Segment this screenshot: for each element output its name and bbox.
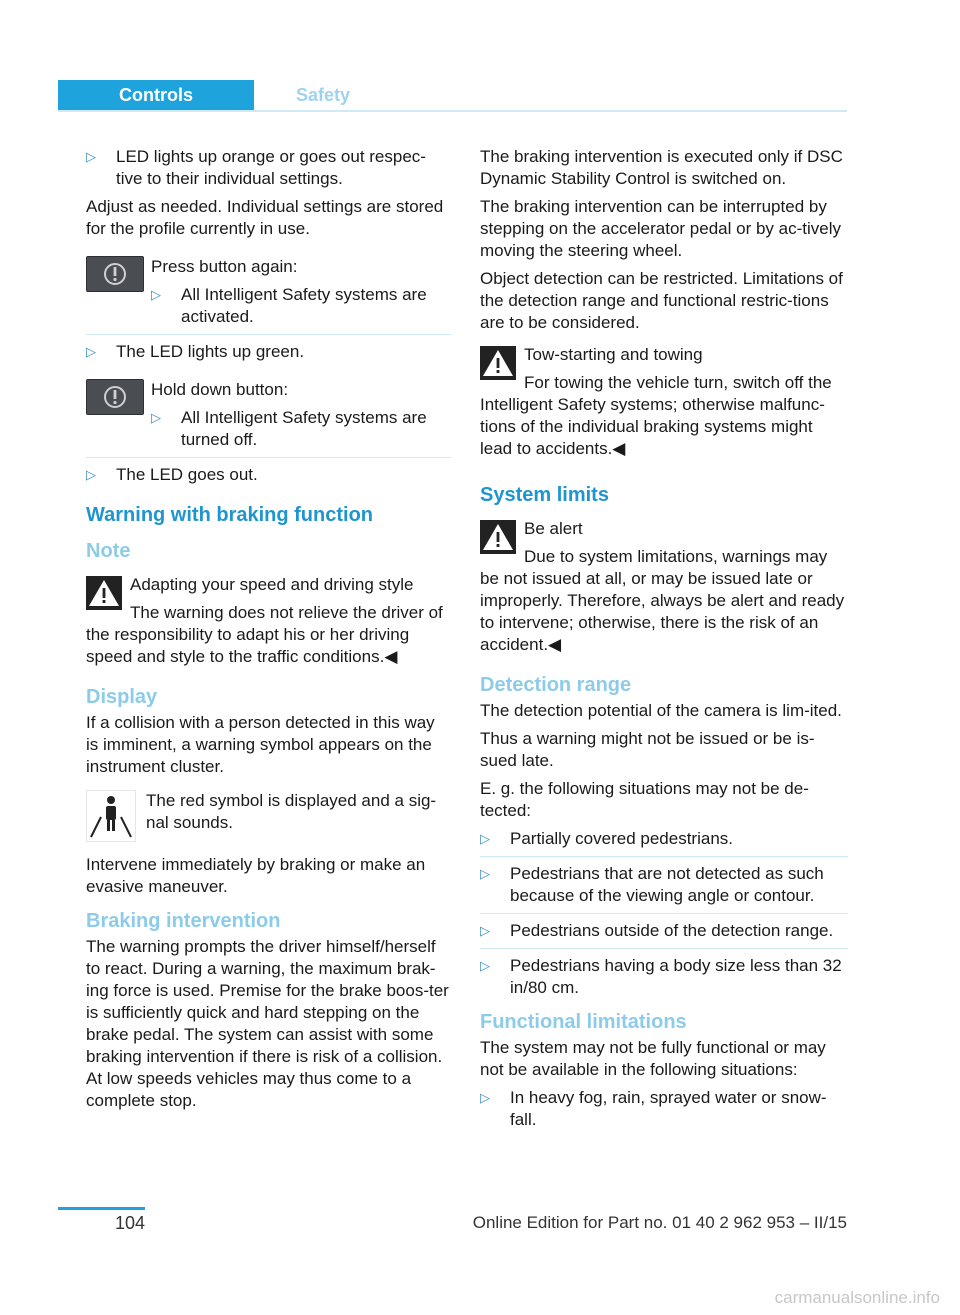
section-tab-safety[interactable]: Safety [296,85,351,105]
page-number: 104 [114,1213,145,1233]
divider [480,856,848,857]
section-heading: System limits [480,484,609,506]
section-tab-controls[interactable]: Controls [58,80,254,111]
paragraph: Adjust as needed. Individual settings are stored for the profile currently in use. [86,197,444,238]
instruction-label: Press button again: [151,257,298,276]
list-item: ▷ In heavy fog, rain, sprayed water or snow-fall. [480,1087,848,1131]
list-item: ▷ Pedestrians that are not detected as such because of the viewing angle or contour. [480,863,848,907]
list-item: ▷ All Intelligent Safety systems are turned off. [151,407,451,451]
paragraph: The braking intervention is executed only if DSC Dynamic Stability Control is switched on. [480,147,843,188]
divider [480,913,848,914]
warning-title: Tow-starting and towing [524,345,703,364]
paragraph: E. g. the following situations may not be de-tected: [480,779,809,820]
button-instruction-hold [86,379,451,451]
instruction-label: Hold down button: [151,380,289,399]
safety-button-icon [86,256,144,292]
divider [86,334,451,335]
list-item: ▷ Pedestrians outside of the detection range. [480,920,848,942]
warning-title: Adapting your speed and driving style [130,575,414,594]
edition-label: Online Edition for Part no. 01 40 2 962 953 – II/15 [472,1213,847,1232]
subsection-heading: Detection range [480,674,632,696]
warning-note [480,518,848,662]
warning-text: The warning does not relieve the driver of the responsibility to adapt his or her driving speed and style to the traffic conditions.◀ [86,603,443,666]
button-instruction-press [86,256,451,328]
warning-triangle-icon [86,576,122,610]
list-item: ▷ Partially covered pedestrians. [480,828,848,850]
list-item: ▷ All Intelligent Safety systems are activated. [151,284,451,328]
warning-triangle-icon [480,346,516,380]
list-item: ▷ The LED goes out. [86,464,451,486]
right-column [480,146,848,1137]
divider [480,948,848,949]
subsection-heading: Functional limitations [480,1011,687,1033]
warning-triangle-icon [480,520,516,554]
warning-title: Be alert [524,519,583,538]
paragraph: If a collision with a person detected in this way is imminent, a warning symbol appears on the instrument cluster. [86,713,435,776]
section-heading: Warning with braking function [86,504,374,526]
warning-text: Due to system limitations, warnings may be not issued at all, or may be issued late or improperly. Therefore, always be alert and ready to intervene; otherwise, there is the risk of an accident.◀ [480,547,845,654]
symbol-description: The red symbol is displayed and a sig-nal sounds. [146,791,437,832]
list-item: ▷ Pedestrians having a body size less than 32 in/80 cm. [480,955,848,999]
watermark: carmanualsonline.info [774,1288,940,1307]
warning-text: For towing the vehicle turn, switch off the Intelligent Safety systems; otherwise malfunc-tions of the individual braking systems might lead to accidents.◀ [480,373,832,458]
footer-accent-line [58,1207,145,1210]
subsection-heading: Note [86,540,131,562]
page-header [58,80,847,112]
paragraph: Object detection can be restricted. Limitations of the detection range and functional restric-tions are to be considered. [480,269,843,332]
divider [86,457,451,458]
paragraph: The detection potential of the camera is lim-ited. [480,701,842,720]
warning-note [86,574,451,674]
paragraph: Intervene immediately by braking or make an evasive maneuver. [86,855,426,896]
paragraph: The braking intervention can be interrupted by stepping on the accelerator pedal or by ac-tively moving the steering wheel. [480,197,841,260]
pedestrian-symbol-row [86,790,451,846]
warning-note [480,344,848,466]
list-item: ▷ LED lights up orange or goes out respec-tive to their individual settings. [86,146,451,190]
subsection-heading: Braking intervention [86,910,281,932]
paragraph: The warning prompts the driver himself/herself to react. During a warning, the maximum brak-ing force is used. Premise for the brake boos-ter is sufficiently quick and hard stepping on the brake pedal. The system can assist with some braking intervention if there is risk of a collision. At low speeds vehicles may thus come to a complete stop. [86,937,449,1110]
pedestrian-warning-icon [86,790,136,842]
paragraph: Thus a warning might not be issued or be is-sued late. [480,729,815,770]
header-divider [58,110,847,112]
list-item: ▷ The LED lights up green. [86,341,451,363]
subsection-heading: Display [86,686,158,708]
paragraph: The system may not be fully functional or may not be available in the following situations: [480,1038,826,1079]
left-column [86,146,451,1118]
safety-button-icon [86,379,144,415]
